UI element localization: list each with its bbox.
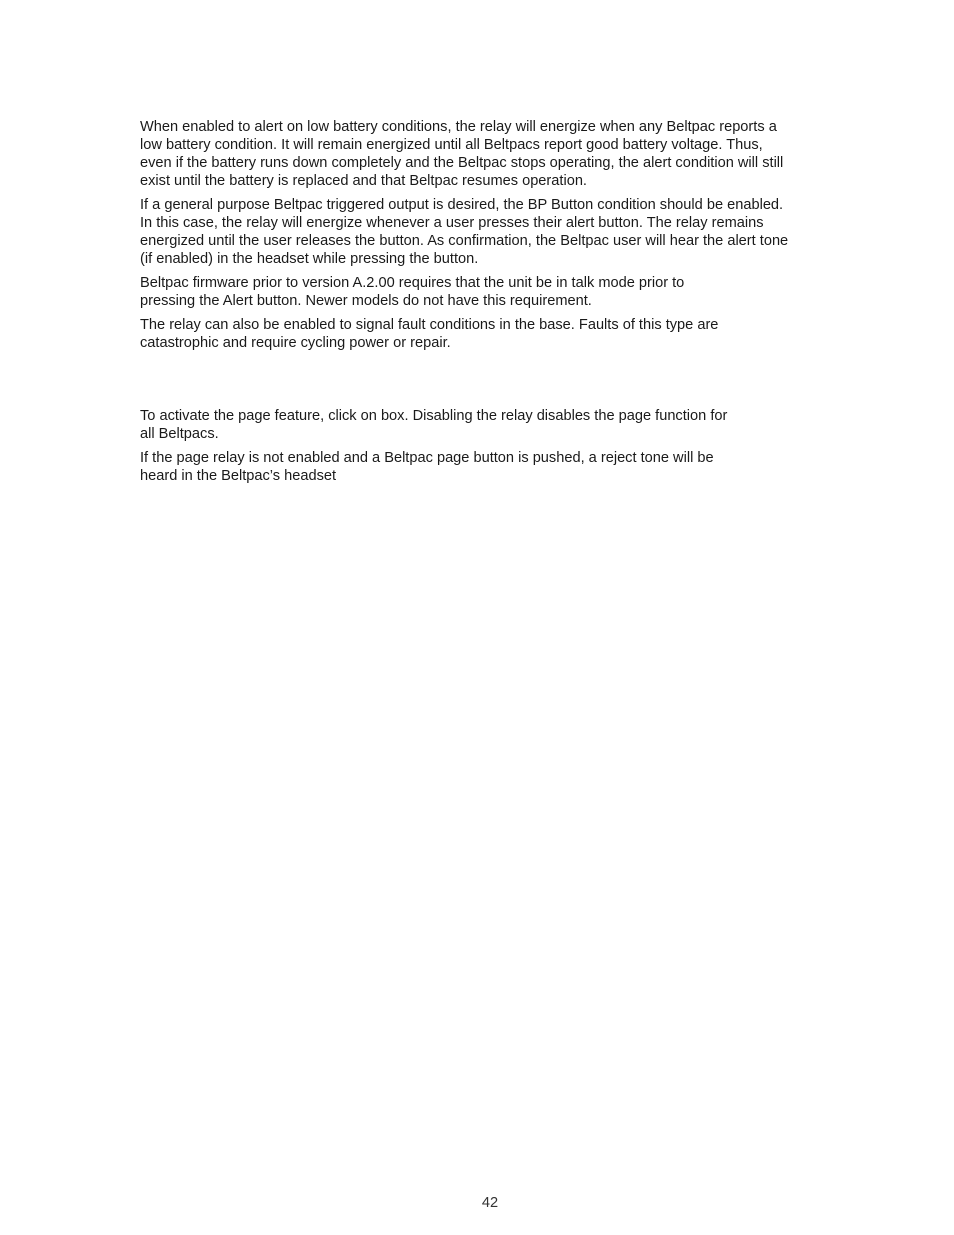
paragraph-low-battery: When enabled to alert on low battery conditions, the relay will energize when any Beltpac reports a low battery condition. It will remain energized until all Beltpacs report good battery voltage. Thus, even if the battery runs down completely and the Beltpac stops operating, the alert condition will still exist until the battery is replaced and that Beltpac resumes operation.	[140, 119, 784, 189]
page-number: 42	[481, 1195, 499, 1211]
paragraph-bp-button: If a general purpose Beltpac triggered output is desired, the BP Button condition should be enabled. In this case, the relay will energize whenever a user presses their alert button. The relay remains energized until the user releases the button. As confirmation, the Beltpac user will hear the alert tone (if enabled) in the headset while pressing the button.	[140, 197, 789, 267]
paragraph-firmware-note: Beltpac firmware prior to version A.2.00 requires that the unit be in talk mode prior to pressing the Alert button. Newer models do not have this requirement.	[140, 275, 685, 309]
paragraph-page-activate: To activate the page feature, click on box. Disabling the relay disables the page function for all Beltpacs.	[140, 408, 728, 442]
paragraph-fault: The relay can also be enabled to signal fault conditions in the base. Faults of this type are catastrophic and require cycling power or repair.	[140, 317, 719, 351]
paragraph-page-note: If the page relay is not enabled and a Beltpac page button is pushed, a reject tone will be heard in the Beltpac’s headset	[140, 450, 714, 484]
